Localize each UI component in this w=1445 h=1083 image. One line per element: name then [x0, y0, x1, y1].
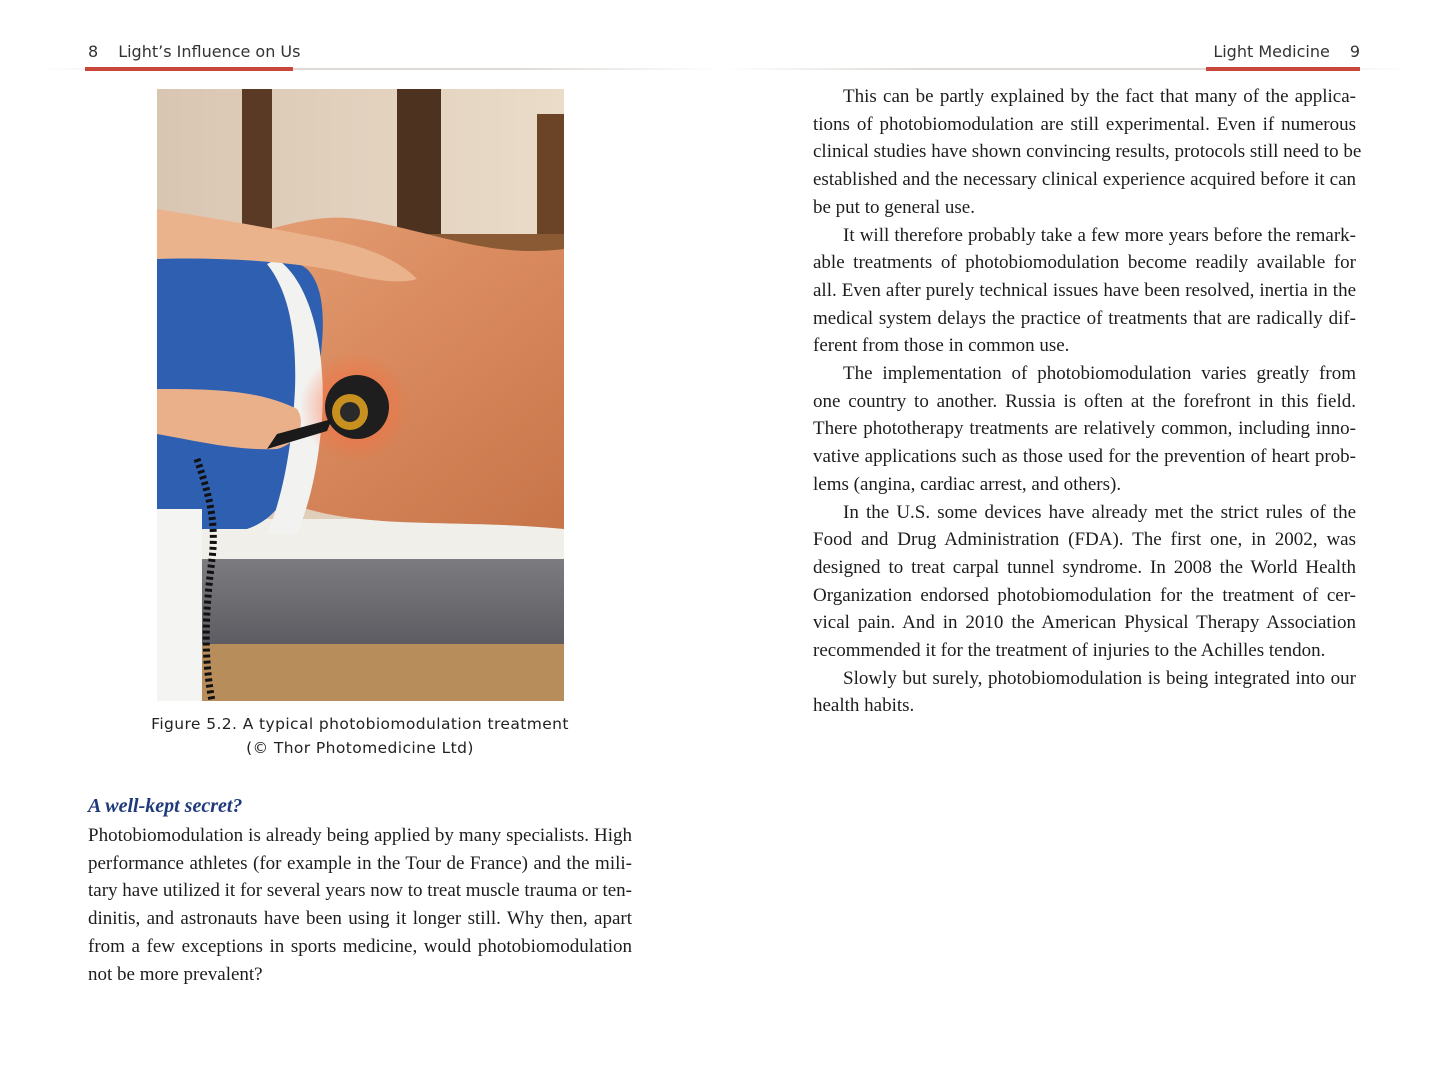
section-heading: A well-kept secret?: [88, 795, 243, 817]
body-line: designed to treat carpal tunnel syndrome. In 2008 the World Health: [813, 556, 1356, 578]
left-body-text: [88, 822, 632, 988]
figure-caption: [110, 712, 610, 760]
left-header-accent-bar: [85, 67, 293, 71]
body-line: health habits.: [813, 695, 915, 717]
left-page-number: 8: [88, 42, 99, 61]
body-line: In the U.S. some devices have already met the strict rules of the: [843, 501, 1356, 523]
body-line: able treatments of photobiomodulation become readily available for: [813, 252, 1356, 274]
body-line: medical system delays the practice of treatments that are radically dif-: [813, 307, 1356, 329]
right-page-number: 9: [1349, 42, 1360, 61]
body-line: Food and Drug Administration (FDA). The first one, in 2002, was: [813, 529, 1356, 551]
body-line: tary have utilized it for several years now to treat muscle trauma or ten-: [88, 880, 632, 902]
body-line: established and the necessary clinical experience acquired before it can: [813, 169, 1356, 191]
left-page: [0, 0, 720, 1083]
body-line: Slowly but surely, photobiomodulation is being integrated into our: [843, 667, 1356, 689]
body-line: performance athletes (for example in the Tour de France) and the mili-: [88, 852, 632, 874]
right-page: [722, 0, 1445, 1083]
right-header-accent-bar: [1206, 67, 1360, 71]
body-line: be put to general use.: [813, 196, 975, 218]
body-line: vative applications such as those used for the prevention of heart prob-: [813, 446, 1356, 468]
body-line: recommended it for the treatment of injuries to the Achilles tendon.: [813, 640, 1326, 662]
body-line: tions of photobiomodulation are still experimental. Even if numerous: [813, 113, 1356, 135]
body-line: vical pain. And in 2010 the American Physical Therapy Association: [813, 612, 1356, 634]
figure-caption-title: Figure 5.2. A typical photobiomodulation treatment: [151, 715, 569, 733]
left-running-title: Light’s Influence on Us: [118, 42, 301, 61]
body-line: lems (angina, cardiac arrest, and others).: [813, 473, 1122, 495]
body-line: Organization endorsed photobiomodulation for the treatment of cer-: [813, 584, 1356, 606]
body-line: ferent from those in common use.: [813, 335, 1070, 357]
right-body-text: [813, 83, 1362, 720]
figure-photo-treatment: [157, 89, 564, 701]
body-line: dinitis, and astronauts have been using it longer still. Why then, apart: [88, 908, 632, 930]
body-line: It will therefore probably take a few more years before the remark-: [843, 224, 1356, 246]
left-running-head: [88, 42, 300, 61]
body-line: clinical studies have shown convincing results, protocols still need to be: [813, 141, 1362, 163]
right-running-title: Light Medicine: [1213, 42, 1330, 61]
body-line: one country to another. Russia is often at the forefront in this field.: [813, 390, 1356, 412]
body-line: This can be partly explained by the fact that many of the applica-: [843, 86, 1356, 107]
body-line: all. Even after purely technical issues have been resolved, inertia in the: [813, 279, 1356, 301]
body-line: Photobiomodulation is already being applied by many specialists. High: [88, 825, 632, 846]
body-line: There phototherapy treatments are relatively common, including inno-: [813, 418, 1356, 440]
body-line: The implementation of photobiomodulation varies greatly from: [843, 363, 1356, 385]
figure-caption-credit: (© Thor Photomedicine Ltd): [246, 739, 474, 757]
right-running-head: [1213, 42, 1360, 61]
body-line: not be more prevalent?: [88, 963, 263, 985]
body-line: from a few exceptions in sports medicine, would photobiomodulation: [88, 935, 632, 957]
